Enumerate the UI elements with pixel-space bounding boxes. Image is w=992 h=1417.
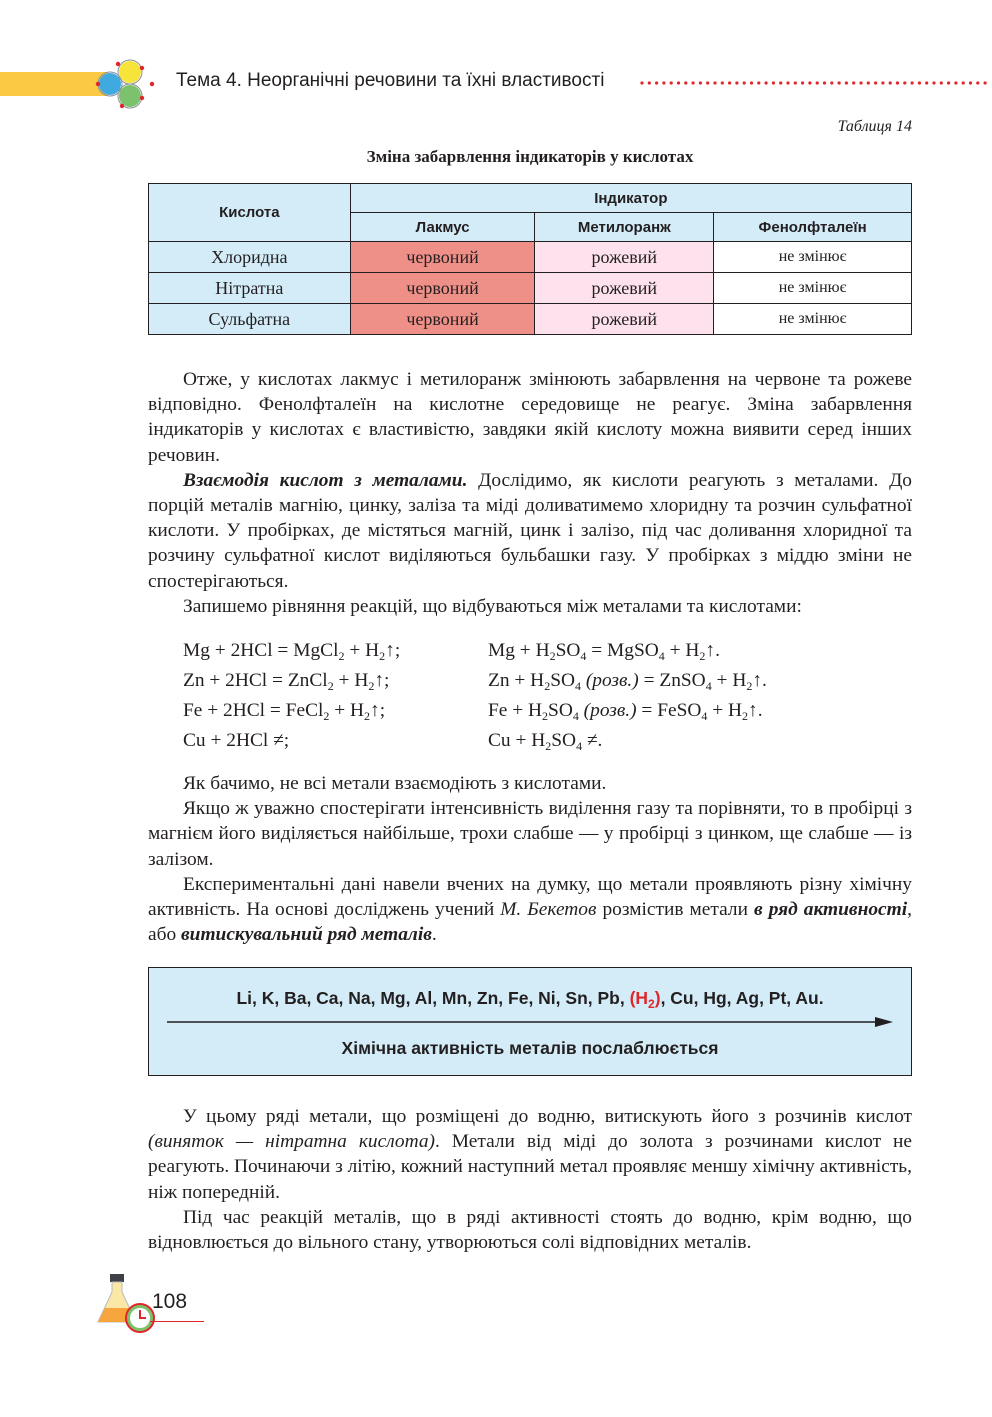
- cell-phenolphthalein: не змінює: [714, 273, 912, 304]
- page-number: 108: [152, 1290, 188, 1313]
- header-acid: Кислота: [149, 184, 351, 242]
- paragraph-acids-metals-text: Дослідимо, як кислоти реагують з металами. До порцій металів магнію, цинку, заліза та міді доливатимемо хлоридну та розчин сульфатної кислоти. У пробірках, де містяться магній, цинк і залізо, під час доливання хлоридної та розчину сульфатної кислот виділяються бульбашки газу. У пробірках з міддю зміни не спостерігаються.: [148, 469, 912, 592]
- cell-methyl-orange: рожевий: [535, 242, 714, 273]
- table-row: [149, 242, 912, 273]
- indicator-table: [148, 183, 912, 335]
- body-text-bottom: [148, 1104, 912, 1255]
- paragraph-indicators-summary: Отже, у кислотах лакмус і метилоранж змінюють забарвлення на червоне та рожеве відповідно. Фенолфталеїн на кислотне середовище не реагує. Зміна забарвлення індикаторів у кислотах є властивістю, завдяки якій кислоту можна виявити серед інших речовин.: [148, 369, 912, 466]
- header-phenolphthalein: Фенолфталеїн: [714, 213, 912, 242]
- paragraph-acids-metals: [148, 468, 912, 594]
- cell-acid: Сульфатна: [149, 304, 351, 335]
- reaction-equations: [183, 636, 767, 756]
- equation-zn-h2so4: $Zn + H_2SO_4$ (розв.) = ZnSO$_4$ + $H_2↑$.: [488, 670, 767, 693]
- page-number-underline: [150, 1321, 204, 1322]
- cell-methyl-orange: рожевий: [535, 273, 714, 304]
- paragraph-gas-intensity: Якщо ж уважно спостерігати інтенсивність виділення газу та порівняти, то в пробірці з магнієм його виділяється найбільше, трохи слабше — у пробірці з цинком, ще слабше — із залізом.: [148, 798, 912, 870]
- paragraph-displacement: У цьому ряді метали, що розміщені до водню, витискують його з розчинів кислот (виняток — нітратна кислота). Метали від міді до золота з розчинами кислот не реагують. Починаючи з літію, кожний наступний метал проявляє меншу хімічну активність, ніж попередній.: [148, 1106, 912, 1203]
- header-methyl-orange: Метилоранж: [535, 213, 714, 242]
- body-text-top: [148, 367, 912, 619]
- header-indicator: Індикатор: [350, 184, 911, 213]
- equation-fe-h2so4: $Fe + H_2SO_4$ (розв.) = FeSO$_4$ + $H_2↑$.: [488, 700, 763, 723]
- scientist-name: М. Бекетов: [500, 899, 597, 921]
- table-row: [149, 304, 912, 335]
- paragraph-salts-formed: Під час реакцій металів, що в ряді активності стоять до водню, крім водню, що відновлюється до вільного стану, утворюються солі відповідних металів.: [148, 1206, 912, 1254]
- hydrogen-marker: $(H_2)$: [629, 988, 661, 1011]
- equation-cu-h2so4: $Cu + H_2SO_4$ ≠.: [488, 730, 603, 753]
- equation-mg-h2so4: $Mg + H_2SO_4$ = MgSO$_4$ + $H_2↑$.: [488, 640, 720, 663]
- table-caption: Таблиця 14: [837, 118, 912, 135]
- term-activity-series: в ряд активності: [754, 899, 908, 921]
- paragraph-activity-series-intro: Експериментальні дані навели вчених на думку, що метали проявляють різну хімічну активність. На основі досліджень учений М. Бекетов розмістив метали в ряд активності, або витискувальний ряд металів.: [148, 873, 912, 946]
- equation-mg-hcl: Mg + 2HCl = MgCl$_2$ + $H_2↑$;: [183, 640, 401, 663]
- exception-note: (виняток — нітратна кислота): [148, 1131, 435, 1153]
- header-title: Тема 4. Неорганічні речовини та їхні властивості: [176, 70, 605, 91]
- cell-acid: Хлоридна: [149, 242, 351, 273]
- section-heading-acids-metals: Взаємодія кислот з металами.: [183, 469, 468, 491]
- activity-series-box: [148, 967, 912, 1076]
- cell-litmus: червоний: [350, 273, 535, 304]
- cell-litmus: червоний: [350, 304, 535, 335]
- paragraph-not-all-metals: Як бачимо, не всі метали взаємодіють з кислотами.: [183, 773, 607, 794]
- cell-phenolphthalein: не змінює: [714, 304, 912, 335]
- cell-acid: Нітратна: [149, 273, 351, 304]
- flask-clock-icon: [96, 1272, 158, 1334]
- activity-series-note: Хімічна активність металів послаблюється: [341, 1038, 719, 1058]
- activity-series: Li, K, Ba, Ca, Na, Mg, Al, Mn, Zn, Fe, Ni, Sn, Pb, $(H_2)$, Cu, Hg, Ag, Pt, Au.: [236, 988, 824, 1011]
- table-row: [149, 273, 912, 304]
- header-litmus: Лакмус: [350, 213, 535, 242]
- cell-methyl-orange: рожевий: [535, 304, 714, 335]
- equation-fe-hcl: Fe + 2HCl = FeCl$_2$ + $H_2↑$;: [183, 700, 386, 723]
- right-arrow-icon: [167, 1016, 893, 1028]
- body-text-middle: [148, 771, 912, 947]
- molecule-logo-icon: [92, 58, 156, 114]
- cell-phenolphthalein: не змінює: [714, 242, 912, 273]
- term-displacement-series: витискувальний ряд металів: [181, 924, 432, 946]
- header-dotted-line: [640, 80, 992, 86]
- paragraph-equations-intro: Запишемо рівняння реакцій, що відбуваються між металами та кислотами:: [183, 595, 802, 617]
- cell-litmus: червоний: [350, 242, 535, 273]
- equation-zn-hcl: Zn + 2HCl = ZnCl$_2$ + $H_2↑$;: [183, 670, 390, 693]
- equation-cu-hcl: Cu + 2HCl ≠;: [183, 730, 290, 751]
- table-title: Зміна забарвлення індикаторів у кислотах: [366, 147, 694, 166]
